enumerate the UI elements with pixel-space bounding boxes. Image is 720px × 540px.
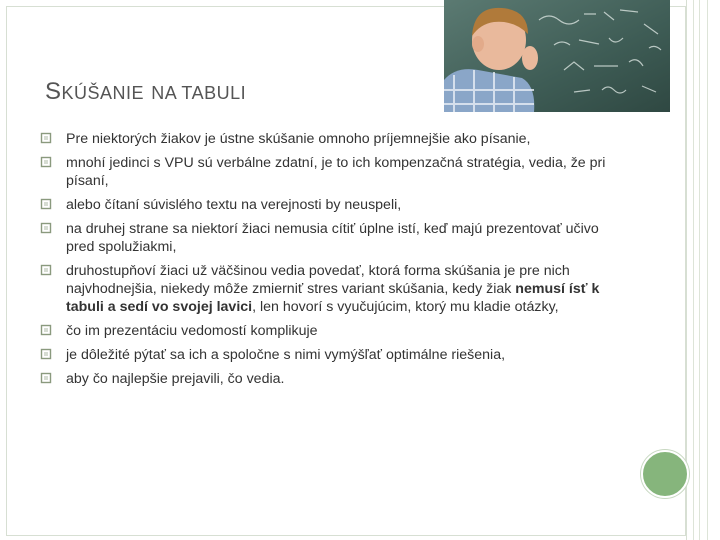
bullet-text: aby čo najlepšie prejavili, čo vedia. [66, 371, 285, 387]
decorative-green-circle [641, 450, 689, 498]
hollow-square-bullet-icon [40, 198, 52, 210]
bullet-text: mnohí jedinci s VPU sú verbálne zdatní, je to ich kompenzačná stratégia, vedia, že pri písaní, [66, 155, 606, 189]
bullet-text: Pre niektorých žiakov je ústne skúšanie omnoho príjemnejšie ako písanie, [66, 131, 531, 147]
bullet-text: alebo čítaní súvislého textu na verejnosti by neuspeli, [66, 197, 402, 213]
bullet-text: druhostupňoví žiaci už väčšinou vedia povedať, ktorá forma skúšania je pre nich najvhodnejšia, niekedy môže zmierniť stres variant skúšania, kedy žiak [66, 263, 570, 297]
bullet-text: , len hovorí s vyučujúcim, ktorý mu kladie otázky, [252, 299, 559, 315]
decorative-side-stripe [686, 0, 720, 540]
bullet-bold-text: nemusí ísť k tabuli a sedí vo svojej lavici [66, 281, 600, 315]
hollow-square-bullet-icon [40, 264, 52, 276]
hollow-square-bullet-icon [40, 348, 52, 360]
bullet-text: je dôležité pýtať sa ich a spoločne s nimi vymýšľať optimálne riešenia, [66, 347, 506, 363]
list-item [40, 196, 610, 214]
hollow-square-bullet-icon [40, 132, 52, 144]
boy-at-chalkboard-photo [444, 0, 670, 112]
list-item [40, 262, 610, 316]
bullet-list [40, 130, 610, 394]
list-item [40, 370, 610, 388]
list-item [40, 346, 610, 364]
hollow-square-bullet-icon [40, 156, 52, 168]
list-item [40, 130, 610, 148]
hollow-square-bullet-icon [40, 222, 52, 234]
slide-title: SKÚŠANIE NA TABULI [45, 78, 247, 105]
list-item [40, 154, 610, 190]
list-item [40, 220, 610, 256]
bullet-text: čo im prezentáciu vedomostí komplikuje [66, 323, 318, 339]
hollow-square-bullet-icon [40, 372, 52, 384]
list-item [40, 322, 610, 340]
bullet-text: na druhej strane sa niektorí žiaci nemusia cítiť úplne istí, keď majú prezentovať učivo pred spolužiakmi, [66, 221, 599, 255]
hollow-square-bullet-icon [40, 324, 52, 336]
